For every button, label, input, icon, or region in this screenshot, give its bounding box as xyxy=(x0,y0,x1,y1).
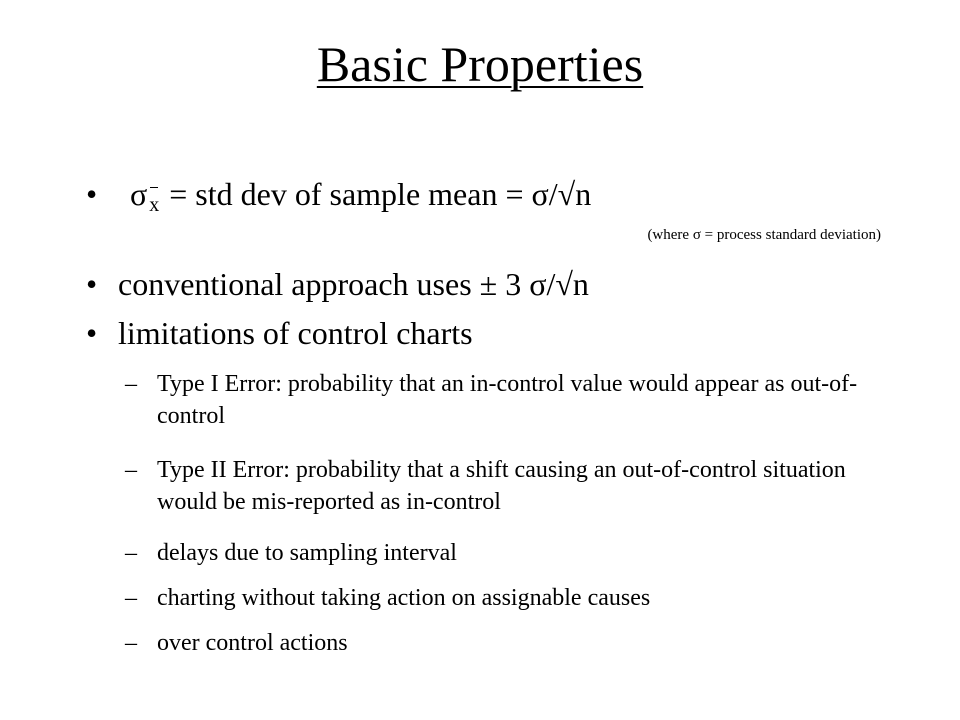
dash-marker: – xyxy=(125,585,137,611)
dash-marker: – xyxy=(125,630,137,656)
sub-item-text: Type II Error: probability that a shift causing an out-of-control situation would be mis-reported as in-control xyxy=(157,457,846,515)
sigma-symbol: σ xyxy=(130,176,148,212)
bullet-dot: • xyxy=(86,315,98,351)
bullet-dot: • xyxy=(86,266,98,302)
bullet-text xyxy=(130,175,591,224)
sub-item-text: Type I Error: probability that an in-control value would appear as out-of-control xyxy=(157,371,858,429)
slide-title: Basic Properties xyxy=(316,36,644,92)
bullet-text: conventional approach uses ± 3 σ/√n xyxy=(118,266,589,302)
dash-marker: – xyxy=(125,371,137,397)
sub-item-text: charting without taking action on assignable causes xyxy=(157,585,651,611)
dash-marker: – xyxy=(125,457,137,483)
formula-text: = std dev of sample mean = σ/√n xyxy=(161,176,592,212)
sub-item-text: over control actions xyxy=(157,630,348,656)
sub-item-text: delays due to sampling interval xyxy=(157,540,457,566)
sigma-definition-note: (where σ = process standard deviation) xyxy=(647,227,881,243)
bullet-text: limitations of control charts xyxy=(118,315,473,351)
bullet-dot: • xyxy=(86,176,98,212)
dash-marker: – xyxy=(125,540,137,566)
x-bar-subscript: x xyxy=(147,186,161,224)
